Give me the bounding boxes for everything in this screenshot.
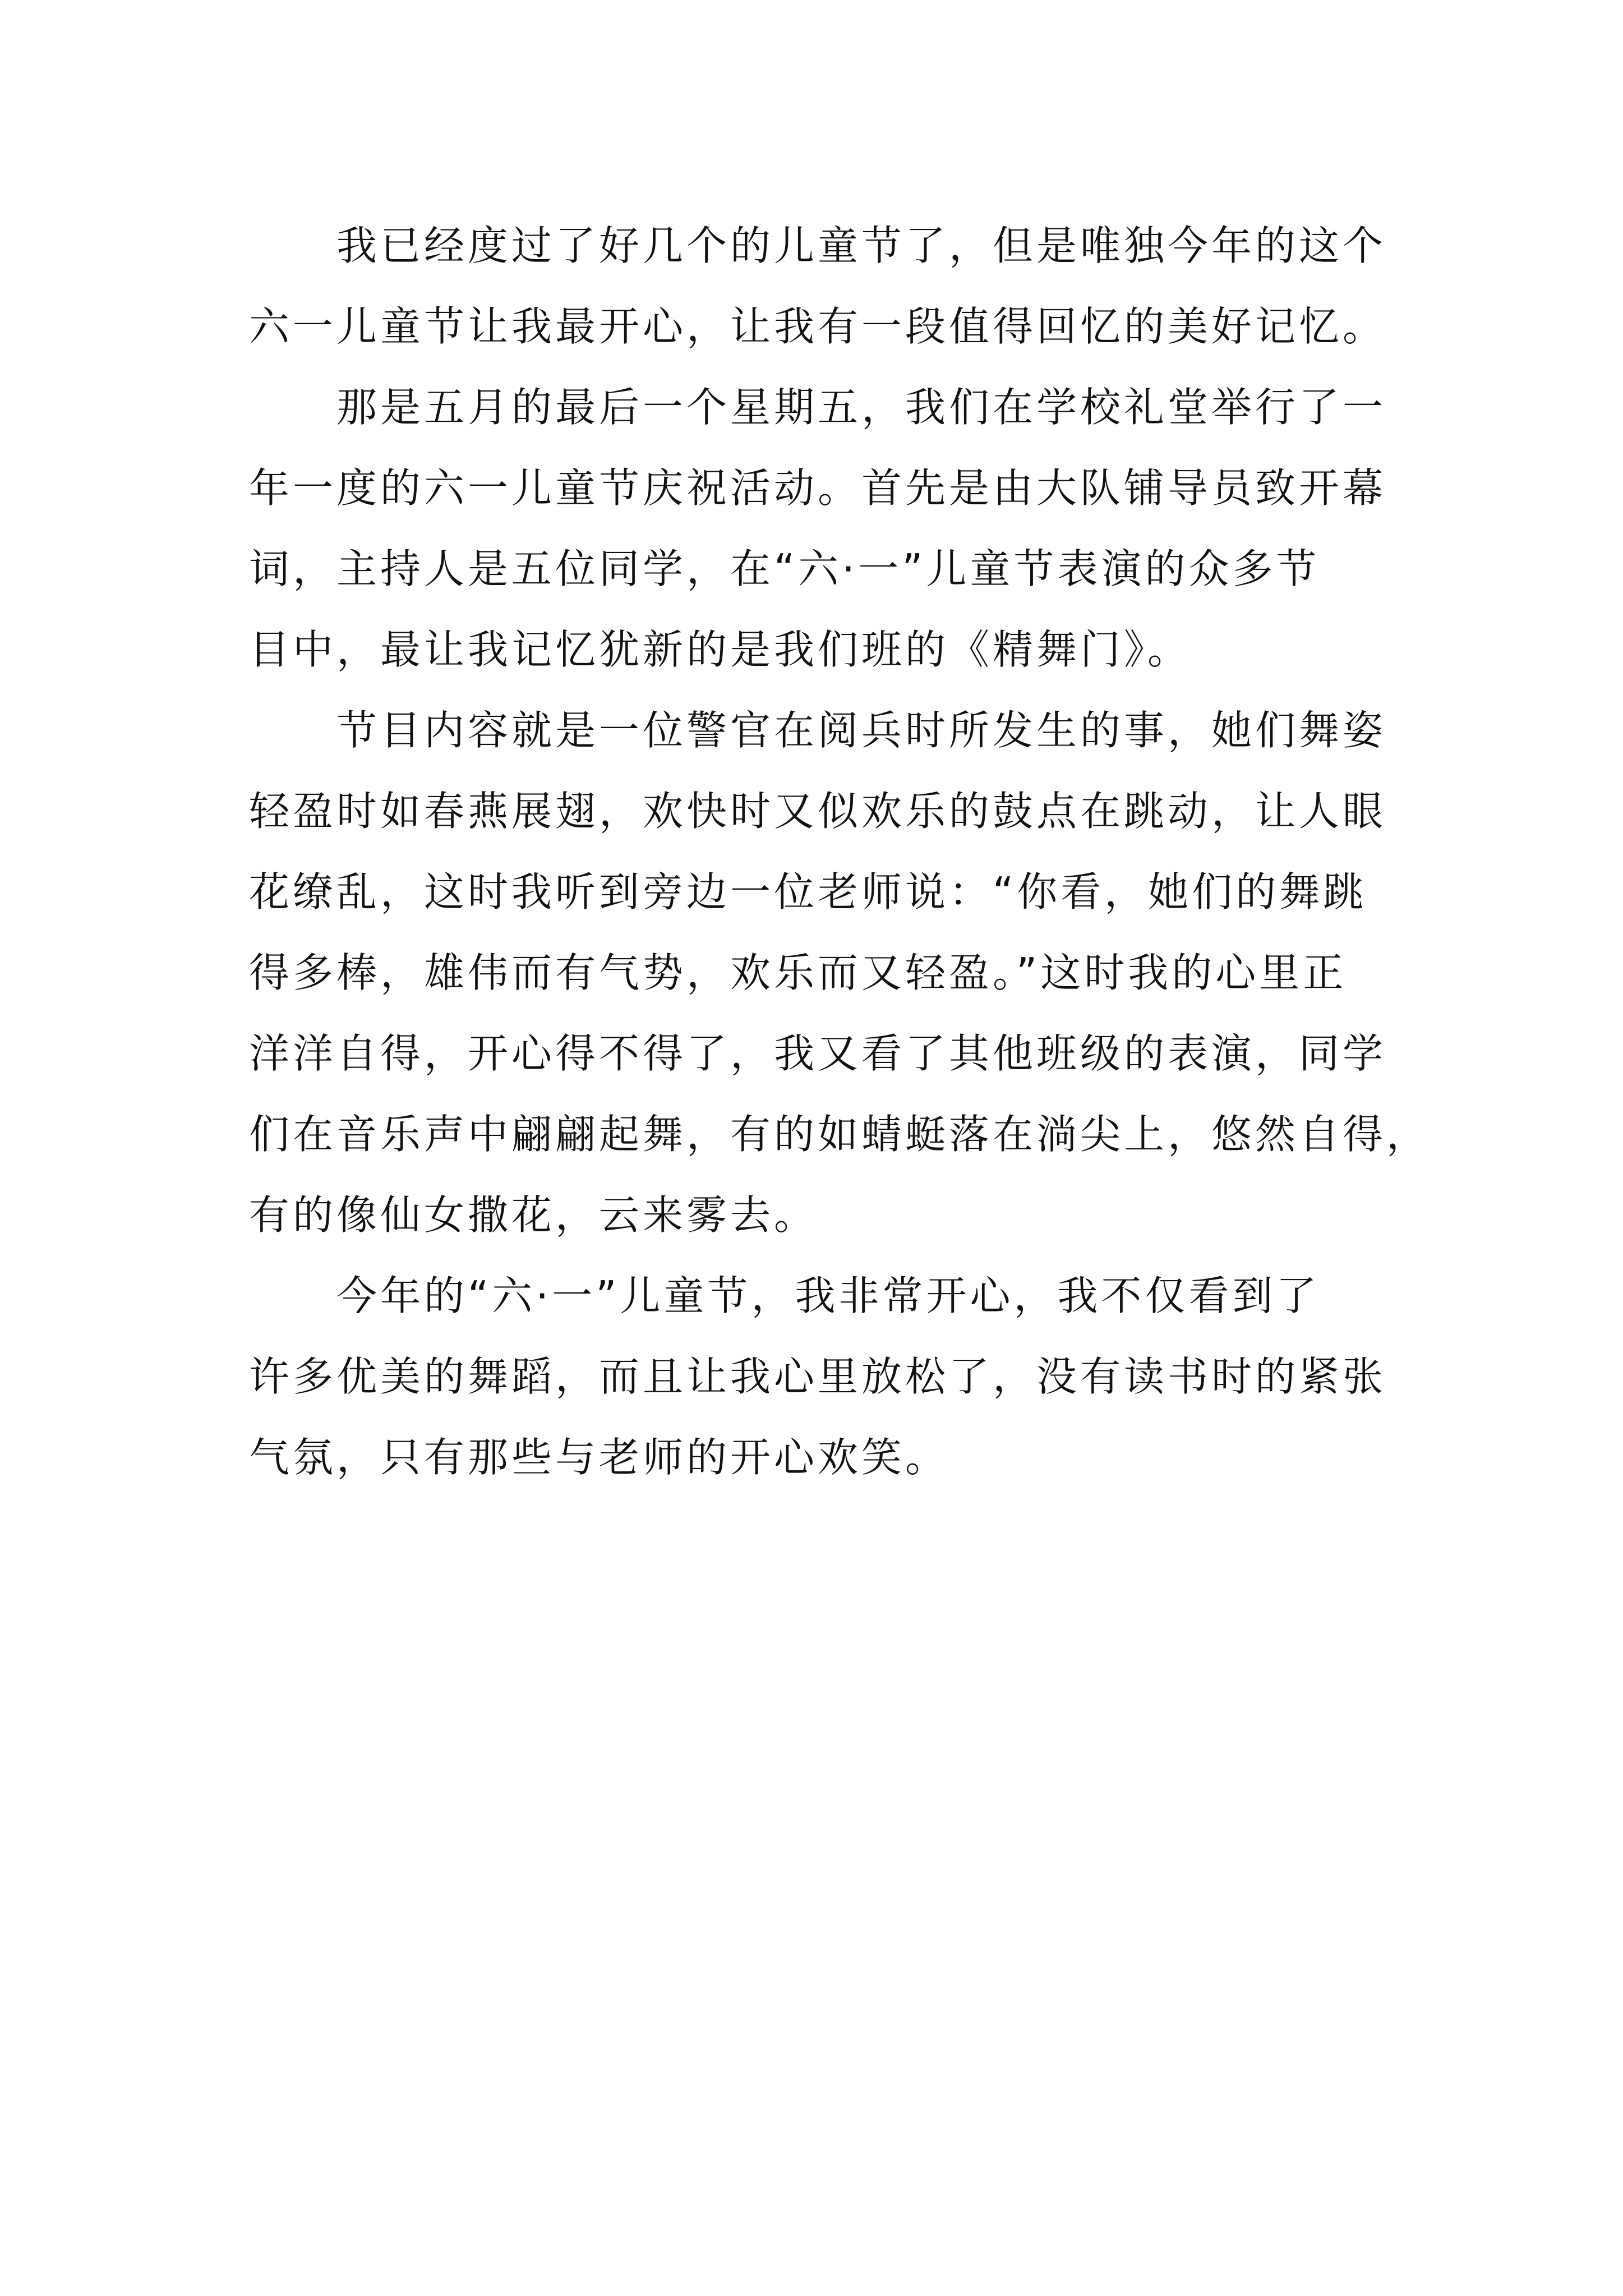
text-line: 花缭乱，这时我听到旁边一位老师说：“你看，她们的舞跳 [249,868,1367,915]
text-line: 节目内容就是一位警官在阅兵时所发生的事，她们舞姿 [336,707,1387,754]
paragraph-1 [249,205,1427,367]
text-line: 那是五月的最后一个星期五，我们在学校礼堂举行了一 [336,384,1387,431]
text-line: 洋洋自得，开心得不得了，我又看了其他班级的表演，同学 [249,1030,1387,1077]
text-line: 气氛，只有那些与老师的开心欢笑。 [249,1434,949,1481]
paragraph-4 [249,1255,1427,1498]
text-line: 年一度的六一儿童节庆祝活动。首先是由大队铺导员致开幕 [249,464,1387,512]
text-line: 轻盈时如春燕展翅，欢快时又似欢乐的鼓点在跳动，让人眼 [249,788,1387,835]
paragraph-3 [249,690,1431,1255]
text-line: 今年的“六·一”儿童节，我非常开心，我不仅看到了 [336,1272,1320,1319]
paragraph-2 [249,367,1427,690]
essay-body [249,205,1431,1498]
text-line: 六一儿童节让我最开心，让我有一段值得回忆的美好记忆。 [249,303,1387,350]
text-line: 得多棒，雄伟而有气势，欢乐而又轻盈。”这时我的心里正 [249,949,1347,996]
text-line: 许多优美的舞蹈，而且让我心里放松了，没有读书时的紧张 [249,1353,1387,1400]
text-line: 有的像仙女撒花，云来雾去。 [249,1191,818,1239]
text-line: 我已经度过了好几个的儿童节了，但是唯独今年的这个 [336,222,1387,269]
text-line: 们在音乐声中翩翩起舞，有的如蜻蜓落在淌尖上，悠然自得， [249,1111,1431,1158]
text-line: 词，主持人是五位同学，在“六·一”儿童节表演的众多节 [249,545,1320,592]
text-line: 目中，最让我记忆犹新的是我们班的《精舞门》。 [249,626,1192,673]
